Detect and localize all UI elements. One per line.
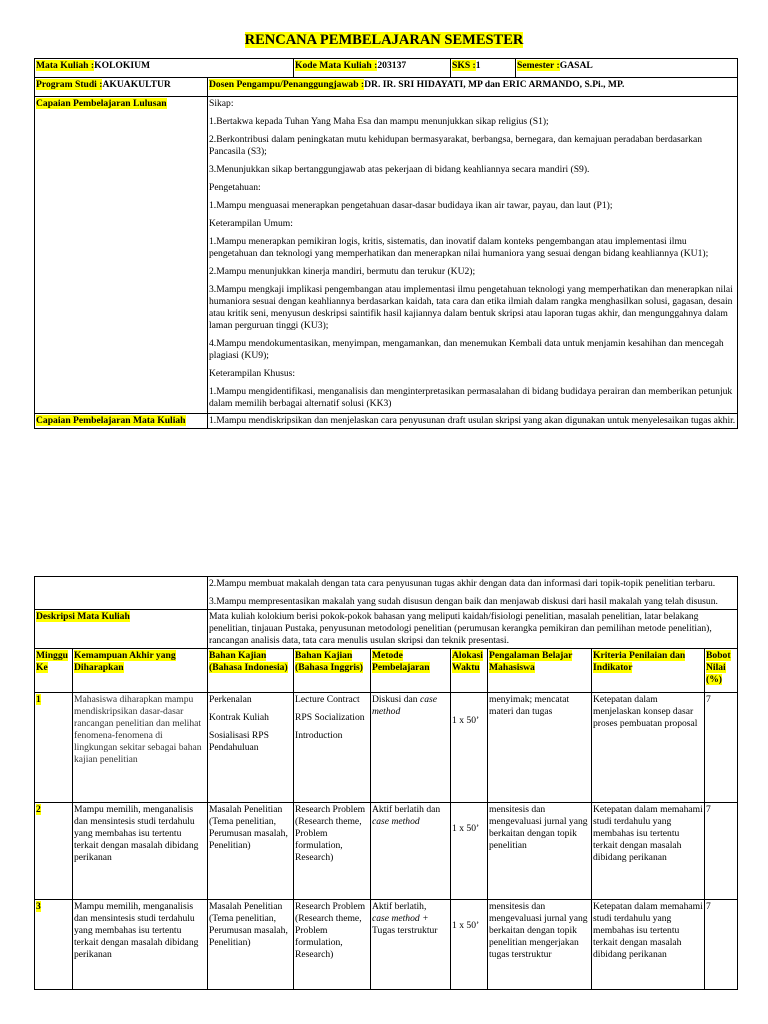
alokasi-cell: 1 x 50’ xyxy=(451,900,488,990)
cpmk-cont-content xyxy=(208,577,738,610)
metode-cell: Aktif berlatih dan case method xyxy=(371,803,451,900)
col-header-kriteria: Kriteria Penilaian dan Indikator xyxy=(592,649,705,693)
metode-cell: Diskusi dan case method xyxy=(371,693,451,803)
cpl-item: 2.Berkontribusi dalam peningkatan mutu kehidupan bermasyarakat, berbangsa, bernegara, dan kemajuan peradaban berdasarkan Pancasila (S3); xyxy=(209,134,703,157)
cpmk-label-cell xyxy=(35,414,208,429)
col-header-minggu: Minggu Ke xyxy=(35,649,73,693)
page-title: RENCANA PEMBELAJARAN SEMESTER xyxy=(244,32,524,48)
cpmk-content xyxy=(208,414,738,429)
bahan-en-cell: Research Problem (Research theme, Problem formulation, Research) xyxy=(294,803,371,900)
bahan-en-cell: Lecture Contract RPS Socialization Introduction xyxy=(294,693,371,803)
sks-label: SKS : xyxy=(452,60,476,71)
deskripsi-label: Deskripsi Mata Kuliah xyxy=(36,611,130,622)
cpl-item: 1.Bertakwa kepada Tuhan Yang Maha Esa dan mampu menunjukkan sikap religius (S1); xyxy=(209,116,549,127)
bahan-id-cell: Perkenalan Kontrak Kuliah Sosialisasi RPS Pendahuluan xyxy=(208,693,294,803)
dosen-cell xyxy=(208,78,738,97)
table-row xyxy=(35,803,738,900)
metode-cell: Aktif berlatih, case method + Tugas terstruktur xyxy=(371,900,451,990)
table-row xyxy=(35,900,738,990)
col-header-bobot: Bobot Nilai (%) xyxy=(705,649,738,693)
cpl-item: Sikap: xyxy=(209,98,234,109)
bobot-cell: 7 xyxy=(705,900,738,990)
kemampuan-cell: Mampu memilih, menganalisis dan mensintesis studi terdahulu yang membahas isu tertentu terkait dengan masalah dibidang perikanan xyxy=(73,900,208,990)
pengalaman-cell: mensitesis dan mengevaluasi jurnal yang berkaitan dengan topik penelitian mengerjakan tugas terstruktur xyxy=(488,900,592,990)
prodi-value: AKUAKULTUR xyxy=(102,79,171,90)
kemampuan-cell: Mahasiswa diharapkan mampu mendiskripsikan dasar-dasar rancangan penelitian dan melihat fenomena-fenomena di lingkungan sekitar sebagai bahan kajian penelitian xyxy=(73,693,208,803)
bahan-en-cell: Research Problem (Research theme, Problem formulation, Research) xyxy=(294,900,371,990)
prodi-cell xyxy=(35,78,208,97)
cpl-item: 3.Menunjukkan sikap bertanggungjawab atas pekerjaan di bidang keahliannya secara mandiri (S9). xyxy=(209,164,590,175)
pengalaman-cell: mensitesis dan mengevaluasi jurnal yang berkaitan dengan topik penelitian xyxy=(488,803,592,900)
cpl-item: Keterampilan Khusus: xyxy=(209,368,296,379)
cpmk-cont-label-cell xyxy=(35,577,208,610)
kode-label: Kode Mata Kuliah : xyxy=(295,60,378,71)
rps-detail-table xyxy=(34,576,738,990)
pengalaman-cell: menyimak; mencatat materi dan tugas xyxy=(488,693,592,803)
sks-cell xyxy=(451,59,516,78)
minggu-cell: 1 xyxy=(35,693,73,803)
mata-kuliah-label: Mata Kuliah : xyxy=(36,60,95,71)
cpl-content xyxy=(208,97,738,414)
cpl-item: 4.Mampu mendokumentasikan, menyimpan, mengamankan, dan menemukan Kembali data untuk menjamin kesahihan dan mencegah plagiasi (KU9); xyxy=(209,338,724,361)
col-header-pengalaman: Pengalaman Belajar Mahasiswa xyxy=(488,649,592,693)
col-header-bahan-en: Bahan Kajian (Bahasa Inggris) xyxy=(294,649,371,693)
cpl-label: Capaian Pembelajaran Lulusan xyxy=(36,98,167,109)
deskripsi-text: Mata kuliah kolokium berisi pokok-pokok bahasan yang meliputi kaidah/fisiologi penelitian, masalah penelitian, latar belakang penelitian, tinjauan Pustaka, penyusunan metodologi penelitian (perumusan kerangka pemikiran dan pemilihan metode penelitian), rancangan analisis data, tata cara menulis usulan skripsi dan teknik presentasi. xyxy=(208,610,738,649)
bahan-id-cell: Masalah Penelitian (Tema penelitian, Perumusan masalah, Penelitian) xyxy=(208,900,294,990)
minggu-cell: 2 xyxy=(35,803,73,900)
alokasi-cell: 1 x 50’ xyxy=(451,803,488,900)
kemampuan-cell: Mampu memilih, menganalisis dan mensintesis studi terdahulu yang membahas isu tertentu terkait dengan masalah dibidang perikanan xyxy=(73,803,208,900)
deskripsi-label-cell xyxy=(35,610,208,649)
sks-value: 1 xyxy=(475,60,481,71)
prodi-label: Program Studi : xyxy=(36,79,103,90)
alokasi-cell: 1 x 50’ xyxy=(451,693,488,803)
kriteria-cell: Ketepatan dalam menjelaskan konsep dasar proses pembuatan proposal xyxy=(592,693,705,803)
cpl-label-cell xyxy=(35,97,208,414)
col-header-metode: Metode Pembelajaran xyxy=(371,649,451,693)
cpmk-item: 1.Mampu mendiskripsikan dan menjelaskan cara penyusunan draft usulan skripsi yang akan digunakan untuk menyelesaikan tugas akhir. xyxy=(209,415,736,426)
semester-label: Semester : xyxy=(517,60,560,71)
col-header-kemampuan: Kemampuan Akhir yang Diharapkan xyxy=(73,649,208,693)
cpl-item: Keterampilan Umum: xyxy=(209,218,293,229)
dosen-label: Dosen Pengampu/Penanggungjawab : xyxy=(209,79,365,90)
kriteria-cell: Ketepatan dalam memahami studi terdahulu yang membahas isu tertentu terkait dengan masalah dibidang perikanan xyxy=(592,900,705,990)
semester-value: GASAL xyxy=(559,60,593,71)
bobot-cell: 7 xyxy=(705,693,738,803)
cpl-item: 3.Mampu mengkaji implikasi pengembangan atau implementasi ilmu pengetahuan teknologi yang memperhatikan dan menerapkan nilai humaniora sesuai dengan keahliannya berdasarkan kaidah, tata cara dan etika ilmiah dalam rangka menghasilkan solusi, gagasan, desain atau kritik seni, menyusun deskripsi saintifik hasil kajiannya dalam bentuk skripsi atau laporan tugas akhir, dan mengunggahnya dalam laman perguruan tinggi (KU3); xyxy=(209,284,733,331)
cpl-item: 1.Mampu menguasai menerapkan pengetahuan dasar-dasar budidaya ikan air tawar, payau, dan laut (P1); xyxy=(209,200,613,211)
cpmk-item: 2.Mampu membuat makalah dengan tata cara penyusunan tugas akhir dengan data dan informasi dari topik-topik penelitian terbaru. xyxy=(209,578,716,589)
col-header-bahan-id: Bahan Kajian (Bahasa Indonesia) xyxy=(208,649,294,693)
kriteria-cell: Ketepatan dalam memahami studi terdahulu yang membahas isu tertentu terkait dengan masalah dibidang perikanan xyxy=(592,803,705,900)
kode-value: 203137 xyxy=(377,60,407,71)
cpl-item: 1.Mampu menerapkan pemikiran logis, kritis, sistematis, dan inovatif dalam konteks pengembangan atau implementasi ilmu pengetahuan dan teknologi yang memperhatikan dan menerapkan nilai humaniora yang sesuai dengan bidang keahliannya (KU1); xyxy=(209,236,709,259)
semester-cell xyxy=(516,59,738,78)
cpl-item: 1.Mampu mengidentifikasi, menganalisis dan menginterpretasikan permasalahan di bidang budidaya perairan dan memberikan petunjuk dalam memilih berbagai alternatif solusi (KK3) xyxy=(209,386,733,409)
dosen-value: DR. IR. SRI HIDAYATI, MP dan ERIC ARMANDO, S.Pi., MP. xyxy=(364,79,625,90)
minggu-cell: 3 xyxy=(35,900,73,990)
bahan-id-cell: Masalah Penelitian (Tema penelitian, Perumusan masalah, Penelitian) xyxy=(208,803,294,900)
mata-kuliah-cell xyxy=(35,59,294,78)
cpmk-item: 3.Mampu mempresentasikan makalah yang sudah disusun dengan baik dan menjawab diskusi dari hasil makalah yang telah disusun. xyxy=(209,596,718,607)
bobot-cell: 7 xyxy=(705,803,738,900)
cpl-item: Pengetahuan: xyxy=(209,182,261,193)
cpmk-label: Capaian Pembelajaran Mata Kuliah xyxy=(36,415,186,426)
col-header-alokasi: Alokasi Waktu xyxy=(451,649,488,693)
mata-kuliah-value: KOLOKIUM xyxy=(94,60,151,71)
rps-header-table xyxy=(34,58,738,429)
kode-cell xyxy=(294,59,451,78)
table-row xyxy=(35,693,738,803)
cpl-item: 2.Mampu menunjukkan kinerja mandiri, bermutu dan terukur (KU2); xyxy=(209,266,476,277)
